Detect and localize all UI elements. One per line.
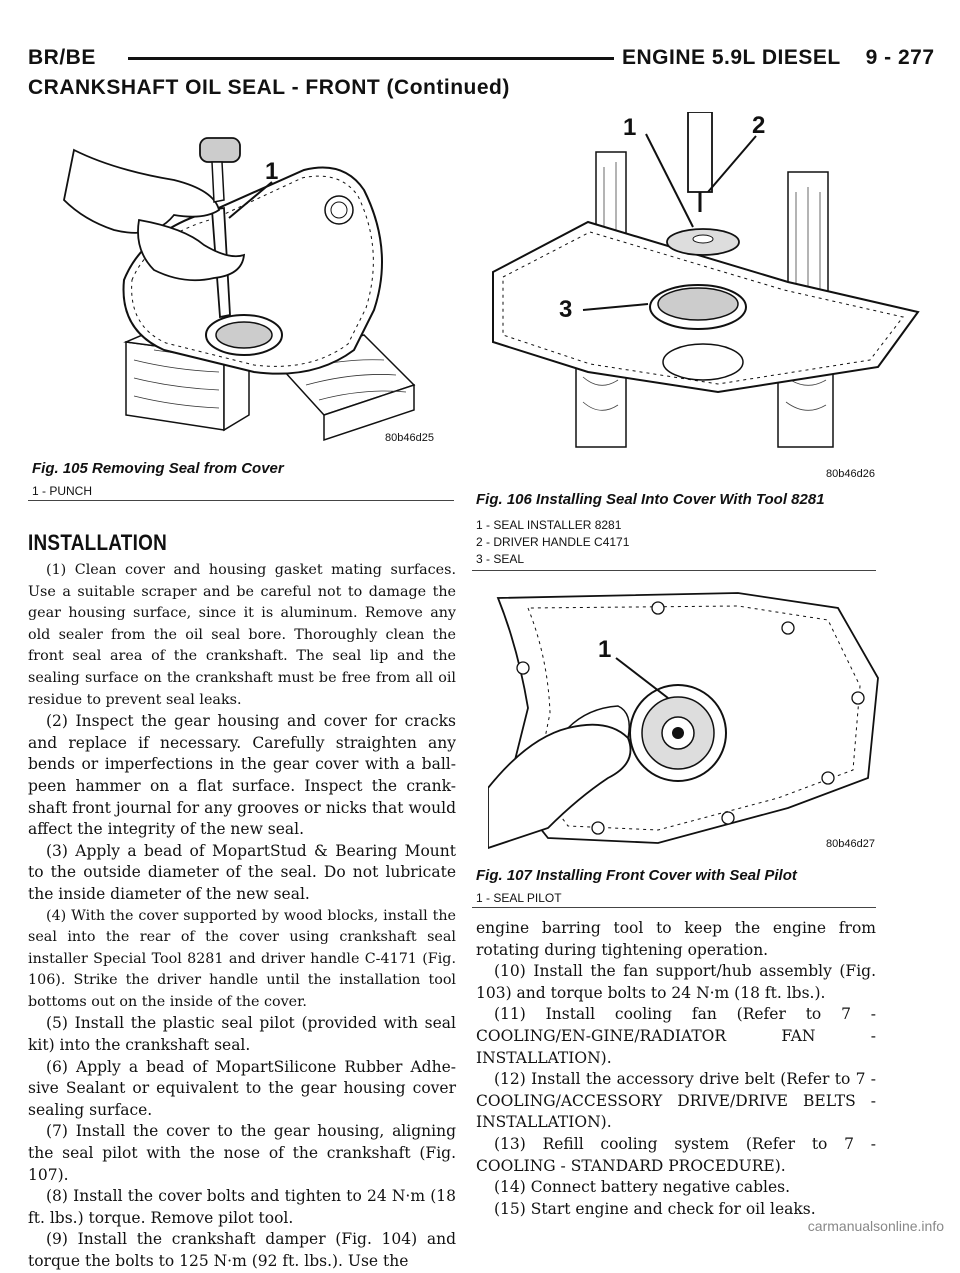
fig106-callout-2: 2 [752, 112, 766, 139]
fig106-legend-item: 2 - DRIVER HANDLE C4171 [476, 535, 630, 549]
fig105-rule [28, 500, 454, 501]
step-13: (13) Refill cooling system (Refer to 7 - COOLING - STANDARD PROCEDURE). [476, 1134, 876, 1175]
header-right: ENGINE 5.9L DIESEL 9 - 277 [622, 46, 935, 69]
installation-left-column [28, 560, 456, 1273]
fig106-code: 80b46d26 [826, 468, 875, 480]
step-3: (3) Apply a bead of MopartStud & Bearing Mount to the outside diameter of the seal. Do not lubricate the inside diameter of the new seal. [28, 841, 456, 903]
section-title: CRANKSHAFT OIL SEAL - FRONT (Continued) [28, 76, 510, 99]
fig107-illustration [488, 588, 888, 850]
fig105-caption: Fig. 105 Removing Seal from Cover [32, 460, 284, 477]
fig106-rule [472, 570, 876, 571]
fig106-illustration [488, 112, 928, 452]
step-9-continued: engine barring tool to keep the engine from rotating during tightening operation. [476, 919, 876, 959]
step-14: (14) Connect battery negative cables. [494, 1178, 791, 1197]
step-4: (4) With the cover supported by wood blocks, install the seal into the rear of the cover using crankshaft seal installer Special Tool 8281 and driver handle C-4171 (Fig. 106). Strike the driver handle until the installation tool bottoms out on the inside of the cover. [28, 907, 456, 1010]
header-left: BR/BE [28, 46, 96, 69]
step-11: (11) Install cooling fan (Refer to 7 - COOLING/EN-GINE/RADIATOR FAN - INSTALLATION). [476, 1005, 876, 1067]
fig107-rule [472, 907, 876, 908]
fig106-callout-3: 3 [559, 296, 573, 323]
step-6: (6) Apply a bead of MopartSilicone Rubber Adhe-sive Sealant or equivalent to the gear housing cover sealing surface. [28, 1057, 456, 1119]
fig105-illustration [44, 110, 444, 450]
fig106-caption: Fig. 106 Installing Seal Into Cover With Tool 8281 [476, 491, 825, 508]
installation-right-column [476, 918, 876, 1220]
step-10: (10) Install the fan support/hub assembly (Fig. 103) and torque bolts to 24 N·m (18 ft. lbs.). [476, 962, 876, 1002]
watermark: carmanualsonline.info [807, 1218, 944, 1234]
fig106-legend-item: 1 - SEAL INSTALLER 8281 [476, 518, 622, 532]
fig107-caption: Fig. 107 Installing Front Cover with Seal Pilot [476, 867, 797, 884]
fig107-code: 80b46d27 [826, 838, 875, 850]
fig105-code: 80b46d25 [385, 432, 434, 444]
fig107-callout-1: 1 [598, 636, 612, 663]
fig105-callout-1: 1 [265, 158, 279, 185]
fig107-legend-item: 1 - SEAL PILOT [476, 891, 562, 905]
step-9: (9) Install the crankshaft damper (Fig. 104) and torque the bolts to 125 N·m (92 ft. lbs.). Use the [28, 1230, 456, 1270]
fig105-legend-item: 1 - PUNCH [32, 484, 93, 498]
step-12: (12) Install the accessory drive belt (Refer to 7 - COOLING/ACCESSORY DRIVE/DRIVE BELTS - INSTALLATION). [476, 1070, 876, 1132]
fig106-callout-1: 1 [623, 114, 637, 141]
step-7: (7) Install the cover to the gear housing, aligning the seal pilot with the nose of the crankshaft (Fig. 107). [28, 1122, 456, 1184]
header-rule [128, 57, 614, 60]
step-8: (8) Install the cover bolts and tighten to 24 N·m (18 ft. lbs.) torque. Remove pilot tool. [28, 1187, 456, 1227]
step-2: (2) Inspect the gear housing and cover for cracks and replace if necessary. Carefully straighten any bends or imperfections in the gear cover with a ball-peen hammer on a flat surface. Inspect the crank-shaft front journal for any grooves or nicks that would affect the integrity of the new seal. [28, 712, 456, 839]
step-1: (1) Clean cover and housing gasket mating surfaces. Use a suitable scraper and be careful not to damage the gear housing surface, since it is aluminum. Remove any old sealer from the oil seal bore. Thoroughly clean the front seal area of the crankshaft. The seal lip and the sealing surface on the crankshaft must be free from all oil residue to prevent seal leaks. [28, 562, 456, 708]
fig106-legend-item: 3 - SEAL [476, 552, 525, 566]
fig106-legend [476, 517, 629, 568]
installation-heading: INSTALLATION [28, 530, 168, 555]
step-15: (15) Start engine and check for oil leaks. [494, 1199, 816, 1218]
step-5: (5) Install the plastic seal pilot (provided with seal kit) into the crankshaft seal. [28, 1014, 456, 1055]
